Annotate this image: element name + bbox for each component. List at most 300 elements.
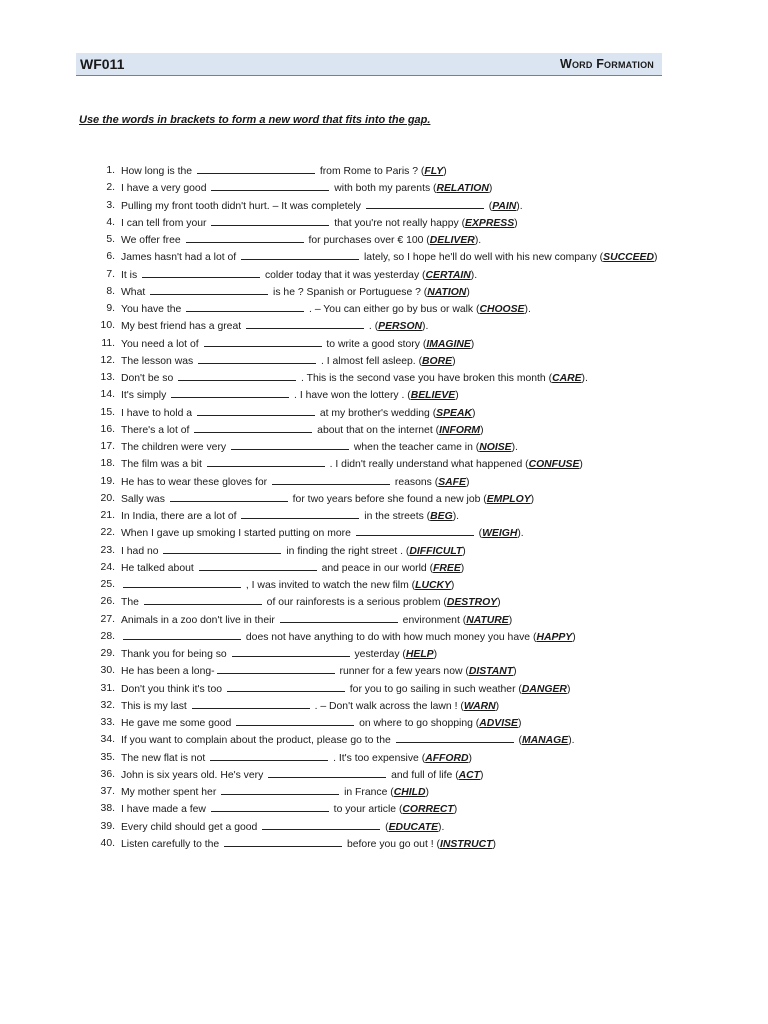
exercise-item: [93, 249, 673, 266]
sentence-end: with both my parents (: [331, 183, 437, 195]
sentence-start: I can tell from your: [121, 217, 210, 229]
item-number: 28.: [100, 630, 115, 642]
answer-blank[interactable]: [396, 732, 514, 743]
exercise-item: [93, 474, 673, 491]
sentence-end: about that on the internet (: [314, 424, 440, 436]
sentence-start: You have the: [121, 304, 185, 315]
sentence-start: What: [121, 286, 149, 298]
sentence-close: ): [517, 718, 522, 729]
exercise-item: [93, 198, 673, 215]
sentence-close: ): [443, 166, 447, 177]
item-sentence: [121, 577, 673, 594]
item-sentence: [121, 267, 673, 284]
exercise-item: [93, 267, 673, 284]
answer-blank[interactable]: [207, 456, 325, 467]
root-word: MANAGE: [522, 735, 569, 747]
sentence-close: ).: [516, 200, 523, 212]
item-sentence: [121, 249, 673, 266]
root-word: EXPRESS: [465, 217, 515, 229]
sentence-start: The: [121, 597, 142, 609]
sentence-end: to write a good story (: [323, 338, 427, 350]
sentence-start: Don't be so: [121, 373, 177, 384]
root-word: NATURE: [466, 614, 509, 626]
exercise-item: [93, 387, 673, 404]
sentence-end: is he ? Spanish or Portuguese ? (: [270, 286, 428, 298]
root-word: FREE: [433, 562, 461, 574]
root-word: INSTRUCT: [439, 838, 493, 850]
sentence-end: in the streets (: [361, 511, 431, 522]
sentence-end: lately, so I hope he'll do well with his new company (: [361, 252, 604, 264]
root-word: CERTAIN: [425, 269, 471, 281]
sentence-start: When I gave up smoking I started putting on more: [121, 528, 354, 540]
exercise-item: [93, 698, 673, 715]
sentence-end: yesterday (: [351, 649, 406, 660]
item-sentence: [121, 456, 673, 473]
root-word: BEG: [430, 511, 453, 522]
root-word: CORRECT: [402, 804, 454, 816]
root-word: WEIGH: [482, 528, 518, 540]
root-word: INFORM: [439, 424, 481, 436]
exercise-item: [93, 491, 673, 508]
sentence-start: I have made a few: [121, 804, 209, 816]
item-number: 12.: [100, 354, 115, 366]
sentence-end: environment (: [399, 614, 467, 626]
item-number: 9.: [106, 303, 115, 314]
exercise-item: [93, 525, 673, 542]
sentence-start: The lesson was: [121, 355, 197, 367]
sentence-start: The film was a bit: [121, 459, 205, 471]
item-number: 8.: [106, 285, 115, 297]
sentence-close: ): [480, 424, 484, 436]
sentence-close: ): [514, 217, 518, 229]
sentence-end: that you're not really happy (: [331, 217, 466, 229]
sentence-close: ): [462, 545, 466, 557]
root-word: DESTROY: [446, 597, 498, 609]
item-number: 39.: [100, 820, 115, 832]
sentence-end: . This is the second vase you have broken this month (: [298, 373, 553, 384]
exercise-item: [93, 836, 673, 853]
item-sentence: [121, 198, 673, 215]
root-word: CHOOSE: [479, 304, 525, 315]
answer-blank[interactable]: [246, 318, 364, 329]
sentence-close: ): [433, 649, 438, 660]
item-sentence: [121, 232, 673, 249]
sentence-start: The children were very: [121, 442, 229, 453]
sentence-end: for two years before she found a new job (: [289, 493, 487, 505]
sentence-close: ): [572, 631, 576, 643]
answer-blank[interactable]: [211, 801, 329, 812]
item-number: 10.: [100, 320, 115, 332]
item-sentence: [121, 732, 673, 749]
exercise-item: [93, 560, 673, 577]
item-number: 6.: [106, 251, 115, 263]
sentence-start: In India, there are a lot of: [121, 511, 240, 522]
sentence-end: . (: [366, 321, 379, 333]
sentence-start: James hasn't had a lot of: [121, 252, 240, 264]
sentence-close: ).: [438, 821, 445, 833]
item-number: 17.: [100, 441, 115, 452]
sentence-end: , I was invited to watch the new film (: [243, 580, 416, 591]
root-word: DISTANT: [468, 666, 514, 678]
item-sentence: [121, 681, 673, 698]
exercise-list: [93, 163, 673, 853]
answer-blank[interactable]: [231, 439, 349, 450]
sentence-end: at my brother's wedding (: [316, 407, 437, 419]
item-sentence: [121, 180, 673, 197]
sentence-start: How long is the: [121, 166, 195, 177]
sentence-start: I have to hold a: [121, 407, 195, 419]
sentence-end: and full of life (: [388, 769, 459, 781]
sentence-end: runner for a few years now (: [336, 666, 469, 678]
answer-blank[interactable]: [356, 525, 474, 536]
exercise-item: [93, 750, 673, 767]
sentence-close: ).: [422, 321, 429, 333]
sentence-end: colder today that it was yesterday (: [262, 269, 426, 281]
root-word: PERSON: [378, 321, 423, 333]
root-word: IMAGINE: [426, 338, 471, 350]
item-sentence: [121, 612, 673, 629]
sentence-start: This is my last: [121, 700, 190, 712]
root-word: HAPPY: [536, 631, 573, 643]
root-word: LUCKY: [415, 580, 451, 591]
item-number: 20.: [100, 492, 115, 504]
exercise-item: [93, 405, 673, 422]
answer-blank[interactable]: [150, 284, 268, 295]
item-number: 31.: [100, 682, 115, 694]
root-word: DELIVER: [429, 235, 475, 246]
item-sentence: [121, 422, 673, 439]
exercise-item: [93, 336, 673, 353]
sentence-start: Every child should get a good: [121, 821, 261, 833]
sentence-start: John is six years old. He's very: [121, 769, 267, 781]
item-number: 7.: [106, 268, 115, 280]
exercise-item: [93, 681, 673, 698]
sentence-end: for you to go sailing in such weather (: [346, 683, 522, 695]
exercise-item: [93, 301, 673, 318]
exercise-item: [93, 284, 673, 301]
answer-blank[interactable]: [211, 215, 329, 226]
answer-blank[interactable]: [123, 577, 241, 588]
sentence-end: . I have won the lottery . (: [291, 390, 411, 402]
exercise-item: [93, 732, 673, 749]
answer-blank[interactable]: [280, 612, 398, 623]
answer-blank[interactable]: [198, 353, 316, 364]
sentence-start: The new flat is not: [121, 752, 209, 764]
answer-blank[interactable]: [227, 681, 345, 692]
exercise-item: [93, 715, 673, 732]
exercise-item: [93, 456, 673, 473]
sentence-start: Pulling my front tooth didn't hurt. – It was completely: [121, 200, 364, 212]
root-word: CARE: [552, 373, 582, 384]
answer-blank[interactable]: [268, 767, 386, 778]
answer-blank[interactable]: [210, 750, 328, 761]
exercise-item: [93, 163, 673, 180]
answer-blank[interactable]: [272, 474, 390, 485]
exercise-item: [93, 232, 673, 249]
sentence-start: Sally was: [121, 493, 168, 505]
item-sentence: [121, 663, 673, 680]
sentence-start: My best friend has a great: [121, 321, 245, 333]
answer-blank[interactable]: [211, 180, 329, 191]
sentence-close: ): [488, 183, 493, 195]
sentence-end: . I didn't really understand what happened (: [326, 459, 529, 471]
answer-blank[interactable]: [241, 249, 359, 260]
exercise-item: [93, 215, 673, 232]
item-number: 36.: [100, 768, 115, 780]
item-number: 22.: [100, 527, 115, 539]
answer-blank[interactable]: [224, 836, 342, 847]
root-word: DANGER: [521, 683, 567, 695]
item-sentence: [121, 163, 673, 180]
exercise-item: [93, 353, 673, 370]
item-sentence: [121, 284, 673, 301]
sentence-close: ): [497, 597, 501, 609]
item-number: 29.: [100, 648, 115, 659]
sentence-close: ): [468, 752, 472, 764]
root-word: BELIEVE: [410, 390, 456, 402]
sentence-close: ): [513, 666, 517, 678]
sentence-end: (: [485, 200, 493, 212]
item-sentence: [121, 715, 673, 732]
item-number: 4.: [106, 216, 115, 228]
sentence-start: He has to wear these gloves for: [121, 476, 271, 488]
item-sentence: [121, 646, 673, 663]
exercise-item: [93, 646, 673, 663]
item-sentence: [121, 508, 673, 525]
item-sentence: [121, 215, 673, 232]
root-word: NATION: [427, 286, 467, 298]
sentence-close: ).: [511, 442, 518, 453]
answer-blank[interactable]: [232, 646, 350, 657]
exercise-item: [93, 439, 673, 456]
sentence-start: It's simply: [121, 390, 170, 402]
item-sentence: [121, 629, 673, 646]
sentence-end: (: [475, 528, 483, 540]
item-number: 15.: [100, 406, 115, 418]
item-sentence: [121, 819, 673, 836]
root-word: RELATION: [436, 183, 489, 195]
item-number: 13.: [100, 372, 115, 383]
sentence-start: He has been a long-: [121, 666, 215, 678]
item-sentence: [121, 301, 673, 318]
item-sentence: [121, 491, 673, 508]
item-sentence: [121, 439, 673, 456]
item-sentence: [121, 318, 673, 335]
item-sentence: [121, 784, 673, 801]
answer-blank[interactable]: [123, 629, 241, 640]
root-word: SPEAK: [436, 407, 472, 419]
sentence-start: I have a very good: [121, 183, 210, 195]
sentence-end: (: [515, 735, 523, 747]
sentence-end: . – Don't walk across the lawn ! (: [311, 700, 464, 712]
sentence-close: ): [465, 476, 470, 488]
worksheet-code: WF011: [80, 56, 125, 72]
sentence-start: Listen carefully to the: [121, 838, 223, 850]
item-number: 33.: [100, 717, 115, 728]
sentence-start: Thank you for being so: [121, 649, 230, 660]
sentence-close: ).: [517, 528, 524, 540]
answer-blank[interactable]: [178, 370, 296, 381]
root-word: WARN: [463, 700, 496, 712]
sentence-close: ).: [474, 235, 482, 246]
sentence-close: ): [492, 838, 496, 850]
item-number: 5.: [106, 234, 115, 245]
exercise-item: [93, 594, 673, 611]
answer-blank[interactable]: [204, 336, 322, 347]
sentence-close: ): [653, 252, 658, 264]
item-sentence: [121, 370, 673, 387]
root-word: FLY: [424, 166, 444, 177]
sentence-start: There's a lot of: [121, 424, 193, 436]
answer-blank[interactable]: [197, 405, 315, 416]
sentence-close: ): [452, 355, 456, 367]
item-number: 38.: [100, 803, 115, 815]
exercise-item: [93, 767, 673, 784]
item-number: 34.: [100, 734, 115, 746]
sentence-start: We offer free: [121, 235, 184, 246]
root-word: AFFORD: [425, 752, 469, 764]
sentence-close: ): [530, 493, 535, 505]
item-sentence: [121, 405, 673, 422]
answer-blank[interactable]: [221, 784, 339, 795]
root-word: EDUCATE: [388, 821, 439, 833]
answer-blank[interactable]: [192, 698, 310, 709]
item-sentence: [121, 525, 673, 542]
exercise-item: [93, 508, 673, 525]
exercise-item: [93, 663, 673, 680]
sentence-end: . – You can either go by bus or walk (: [306, 304, 480, 315]
item-number: 18.: [100, 458, 115, 470]
item-sentence: [121, 474, 673, 491]
answer-blank[interactable]: [144, 594, 262, 605]
exercise-item: [93, 543, 673, 560]
item-number: 24.: [100, 561, 115, 573]
answer-blank[interactable]: [186, 232, 304, 243]
root-word: NOISE: [479, 442, 512, 453]
item-sentence: [121, 836, 673, 853]
sentence-close: ).: [452, 511, 460, 522]
sentence-close: ): [450, 580, 455, 591]
root-word: PAIN: [492, 200, 517, 212]
sentence-end: to your article (: [330, 804, 403, 816]
exercise-item: [93, 612, 673, 629]
item-sentence: [121, 336, 673, 353]
answer-blank[interactable]: [241, 508, 359, 519]
item-number: 16.: [100, 423, 115, 435]
item-sentence: [121, 698, 673, 715]
sentence-close: ): [566, 683, 571, 695]
sentence-start: He gave me some good: [121, 718, 235, 729]
answer-blank[interactable]: [262, 819, 380, 830]
exercise-item: [93, 784, 673, 801]
sentence-start: Don't you think it's too: [121, 683, 225, 695]
item-sentence: [121, 387, 673, 404]
root-word: ACT: [458, 769, 481, 781]
item-sentence: [121, 594, 673, 611]
item-number: 14.: [100, 389, 115, 401]
sentence-start: He talked about: [121, 562, 197, 574]
sentence-end: reasons (: [392, 476, 439, 488]
sentence-close: ): [425, 787, 429, 798]
sentence-end: in finding the right street . (: [283, 545, 410, 557]
item-sentence: [121, 801, 673, 818]
item-number: 32.: [100, 699, 115, 711]
root-word: BORE: [422, 355, 453, 367]
exercise-item: [93, 318, 673, 335]
sentence-close: ): [453, 804, 458, 816]
worksheet-header: [76, 53, 662, 76]
item-sentence: [121, 750, 673, 767]
item-number: 21.: [100, 510, 115, 521]
item-sentence: [121, 767, 673, 784]
answer-blank[interactable]: [236, 715, 354, 726]
root-word: HELP: [405, 649, 434, 660]
exercise-item: [93, 370, 673, 387]
root-word: SUCCEED: [603, 252, 654, 264]
sentence-end: and peace in our world (: [318, 562, 434, 574]
sentence-close: ): [460, 562, 465, 574]
item-number: 3.: [106, 199, 115, 211]
item-number: 35.: [100, 751, 115, 763]
sentence-start: It is: [121, 269, 141, 281]
instruction-text: Use the words in brackets to form a new word that fits into the gap.: [79, 114, 431, 126]
answer-blank[interactable]: [197, 163, 315, 174]
exercise-item: [93, 819, 673, 836]
answer-blank[interactable]: [199, 560, 317, 571]
sentence-end: on where to go shopping (: [356, 718, 480, 729]
sentence-end: for purchases over € 100 (: [305, 235, 430, 246]
item-number: 11.: [101, 337, 115, 349]
sentence-end: . I almost fell asleep. (: [318, 355, 423, 367]
item-number: 25.: [100, 579, 115, 590]
answer-blank[interactable]: [194, 422, 312, 433]
item-number: 37.: [100, 786, 115, 797]
answer-blank[interactable]: [142, 267, 260, 278]
answer-blank[interactable]: [171, 387, 289, 398]
exercise-item: [93, 422, 673, 439]
answer-blank[interactable]: [366, 198, 484, 209]
sentence-close: ): [495, 700, 500, 712]
sentence-start: You need a lot of: [121, 338, 202, 350]
sentence-close: ).: [470, 269, 478, 281]
item-sentence: [121, 560, 673, 577]
root-word: EMPLOY: [486, 493, 531, 505]
answer-blank[interactable]: [170, 491, 288, 502]
exercise-item: [93, 577, 673, 594]
answer-blank[interactable]: [163, 543, 281, 554]
sentence-close: ): [470, 338, 475, 350]
sentence-end: from Rome to Paris ? (: [316, 166, 425, 177]
sentence-close: ): [579, 459, 583, 471]
answer-blank[interactable]: [217, 663, 335, 674]
worksheet-title: Word Formation: [559, 57, 654, 71]
sentence-close: ): [480, 769, 484, 781]
sentence-close: ): [508, 614, 513, 626]
exercise-item: [93, 629, 673, 646]
sentence-end: (: [382, 821, 389, 833]
root-word: CONFUSE: [528, 459, 580, 471]
item-number: 27.: [100, 613, 115, 625]
answer-blank[interactable]: [186, 301, 304, 312]
item-sentence: [121, 353, 673, 370]
item-number: 26.: [100, 596, 115, 608]
sentence-close: ): [455, 390, 459, 402]
sentence-end: of our rainforests is a serious problem (: [263, 597, 447, 609]
sentence-end: before you go out ! (: [344, 838, 440, 850]
exercise-item: [93, 180, 673, 197]
sentence-end: does not have anything to do with how much money you have (: [243, 631, 537, 643]
sentence-start: My mother spent her: [121, 787, 220, 798]
